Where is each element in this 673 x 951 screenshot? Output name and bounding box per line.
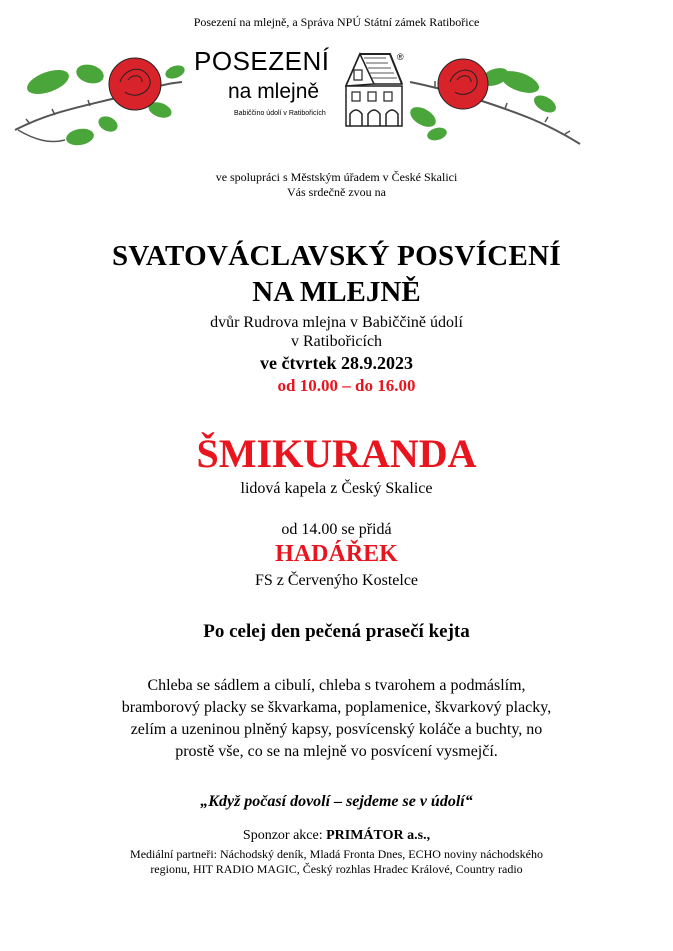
closing-quote: „Když počasí dovolí – sejdeme se v údolí“ — [200, 793, 473, 810]
media-partners-line1: Mediální partneři: Náchodský deník, Mladá Fronta Dnes, ECHO noviny náchodského — [130, 847, 543, 861]
rose-branch-icon — [10, 52, 185, 152]
menu-line: prostě vše, co se na mlejně vo posvícení vysmejčí. — [175, 743, 498, 760]
band2-description: FS z Červenýho Kostelce — [254, 572, 419, 589]
organizers-line: Posezení na mlejně, a Správa NPÚ Státní zámek Ratibořice — [193, 15, 480, 29]
menu-line: bramborový placky se škvarkama, poplamenice, škvarkový placky, — [121, 699, 552, 716]
sponsor-name: PRIMÁTOR a.s., — [326, 828, 431, 843]
band1-description: lidová kapela z Český Skalice — [240, 480, 433, 497]
event-time: od 10.00 – do 16.00 — [277, 376, 416, 395]
rose-branch-icon — [405, 52, 585, 152]
sponsor-label: Sponzor akce: — [242, 828, 323, 843]
mill-house-icon — [338, 46, 404, 130]
media-partners — [0, 847, 673, 877]
band1-name: ŠMIKURANDA — [196, 431, 477, 476]
band2-time: od 14.00 se přidá — [281, 521, 392, 538]
menu-line: zelím a uzeninou plněný kapsy, posvícenský koláče a buchty, no — [130, 721, 543, 738]
logo-tagline: Babiččino údolí v Ratibořicích — [234, 110, 326, 117]
logo-subtitle: na mlejně — [228, 80, 320, 103]
food-title: Po celej den pečená prasečí kejta — [203, 621, 470, 642]
band2-name: HADÁŘEK — [275, 541, 398, 567]
venue-line1: dvůr Rudrova mlejna v Babiččině údolí — [210, 314, 463, 331]
event-title-line2: NA MLEJNĚ — [252, 276, 421, 308]
venue-line2: v Ratibořicích — [290, 333, 383, 350]
logo-registered-mark: ® — [397, 52, 404, 62]
menu-list — [0, 675, 673, 763]
event-date: ve čtvrtek 28.9.2023 — [260, 353, 413, 373]
logo-title: POSEZENÍ — [194, 46, 330, 76]
cooperation-line: ve spolupráci s Městským úřadem v České Skalici — [215, 170, 458, 184]
event-title-line1: SVATOVÁCLAVSKÝ POSVÍCENÍ — [111, 240, 562, 272]
media-partners-line2: regionu, HIT RADIO MAGIC, Český rozhlas Hradec Králové, Country radio — [150, 862, 523, 876]
menu-line: Chleba se sádlem a cibulí, chleba s tvarohem a podmáslím, — [147, 677, 526, 694]
sponsor-line — [0, 828, 673, 844]
invitation-line: Vás srdečně zvou na — [287, 185, 386, 199]
